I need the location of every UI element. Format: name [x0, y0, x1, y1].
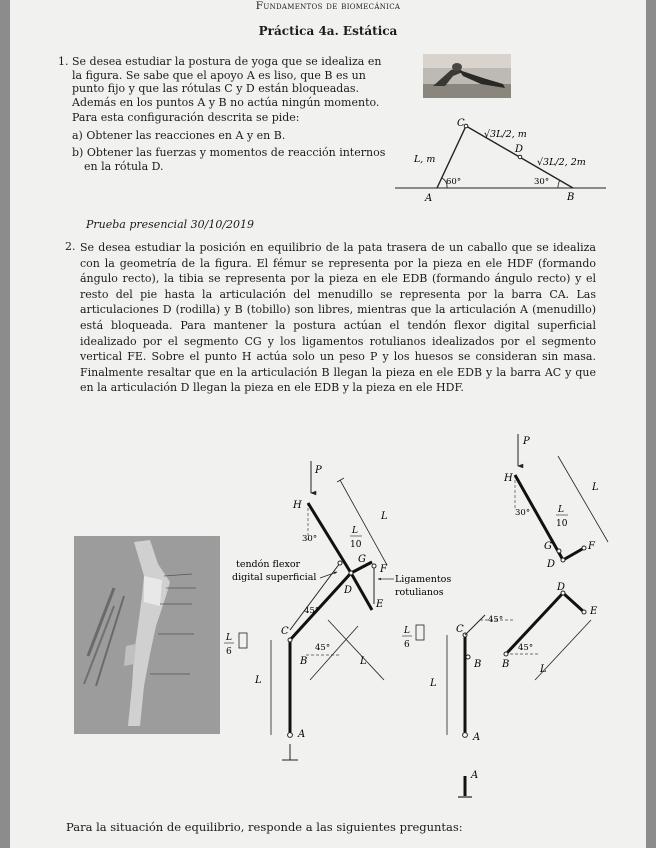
fig2c-angle-45: 45°: [488, 615, 504, 625]
fig2b-L10-den: 10: [556, 519, 568, 529]
fig2-L10-den: 10: [350, 540, 362, 550]
fig2-tendon-label-1: tendón flexor: [236, 559, 301, 570]
fig1-label-C: C: [457, 118, 465, 129]
fig2-L6-den: 6: [226, 647, 232, 657]
fig2-label-D: D: [344, 585, 353, 596]
problem1-item-b: b) Obtener las fuerzas y momentos de reacción internos en la rótula D.: [72, 146, 386, 173]
fig2-angle-45b: 45°: [315, 643, 331, 653]
fig2-lig-label-2: rotulianos: [395, 587, 444, 598]
practice-title: Práctica 4a. Estática: [258, 24, 398, 38]
problem1-intro: Para esta configuración descrita se pide:: [72, 111, 300, 124]
fig2-angle-30: 30°: [302, 534, 318, 544]
fig2-label-H: H: [293, 500, 302, 511]
fig2-L-diag: L: [360, 656, 367, 667]
fig2-label-B: B: [300, 656, 308, 667]
course-header: Fundamentos de biomecánica: [255, 0, 401, 12]
figure2-horse-leg: [10, 0, 646, 848]
fig2c-L: L: [430, 678, 437, 689]
problem1-text: Se desea estudiar la postura de yoga que se idealiza en la figura. Se sabe que el apoyo A es liso, que B es un punto fijo y que las rótulas C y D están bloqueadas. Además en los puntos A y B no actúa ningún momento.: [72, 55, 382, 109]
fig2d-label-D: D: [557, 582, 566, 593]
fig2c-label-B: B: [474, 659, 482, 670]
fig2c-label-A: A: [473, 732, 481, 743]
fig1-angle-A: 60°: [446, 177, 462, 187]
fig2-angle-45a: 45°: [304, 606, 320, 616]
fig2b-angle-30: 30°: [515, 508, 531, 518]
fig2-label-E: E: [376, 599, 384, 610]
fig1-label-AC: L, m: [414, 154, 436, 165]
fig2c-L6-den: 6: [404, 640, 410, 650]
fig2d-L: L: [540, 664, 547, 675]
fig2b-L10-num: L: [558, 505, 564, 515]
fig2-L-top: L: [381, 511, 388, 522]
fig2e-label-A: A: [471, 770, 479, 781]
problem1-item-a: a) Obtener las reacciones en A y en B.: [72, 128, 286, 142]
fig2-tendon-label-2: digital superficial: [232, 572, 317, 583]
fig1-label-D: D: [515, 144, 524, 155]
fig2d-label-B: B: [502, 659, 510, 670]
fig1-label-DB: √3L/2, 2m: [537, 157, 586, 168]
questions-intro: Para la situación de equilibrio, responde a las siguientes preguntas:: [66, 820, 463, 834]
fig2-label-C: C: [281, 626, 289, 637]
fig2b-label-G: G: [544, 541, 552, 552]
problem2-number: 2.: [65, 240, 76, 253]
fig1-label-CD: √3L/2, m: [484, 129, 527, 140]
fig2-lig-label-1: Ligamentos: [395, 574, 452, 585]
exam-date: Prueba presencial 30/10/2019: [86, 218, 255, 231]
problem2-text: Se desea estudiar la posición en equilibrio de la pata trasera de un caballo que se idealiza con la geometría de la figura. El fémur se representa por la pieza en ele HDF (formando ángulo recto), la tibia se representa por la pieza en ele EDB (formando ángulo recto) y el resto del pie hasta la articulación del menudillo se representa por la barra CA. Las articulaciones D (rodilla) y B (tobillo) son libres, mientras que la articulación A (menudillo) está bloqueada. Para mantener la postura actúan el tendón flexor digital superficial idealizado por el segmento CG y los ligamentos rotulianos idealizados por el segmento vertical FE. Sobre el punto H actúa solo un peso P y los huesos se consideran sin masa. Finalmente resaltar que en la articulación B llegan la pieza en ele EDB y la barra AC y que en la articulación D llegan la pieza en ele EDB y la pieza en ele HDF.: [80, 241, 596, 395]
fig2b-label-D: D: [547, 559, 556, 570]
fig2b-L: L: [592, 482, 599, 493]
fig2-label-A: A: [298, 729, 306, 740]
fig2-label-P: P: [315, 465, 322, 476]
fig2d-label-E: E: [590, 606, 598, 617]
fig2-L10-num: L: [352, 526, 358, 536]
fig2-label-F: F: [380, 564, 387, 575]
fig1-angle-B: 30°: [534, 177, 550, 187]
fig2b-label-F: F: [588, 541, 595, 552]
fig1-label-A: A: [425, 193, 433, 204]
fig1-label-B: B: [567, 192, 575, 203]
fig2c-L6-num: L: [404, 626, 410, 636]
exam-sheet: [10, 0, 646, 848]
problem1-number: 1.: [58, 55, 69, 68]
fig2-label-G: G: [358, 554, 366, 565]
fig2-L6-num: L: [226, 633, 232, 643]
fig2d-angle-45: 45°: [518, 643, 534, 653]
fig2b-label-H: H: [504, 473, 513, 484]
fig2b-label-P: P: [523, 436, 530, 447]
fig2-L-vert: L: [255, 675, 262, 686]
fig2c-label-C: C: [456, 624, 464, 635]
